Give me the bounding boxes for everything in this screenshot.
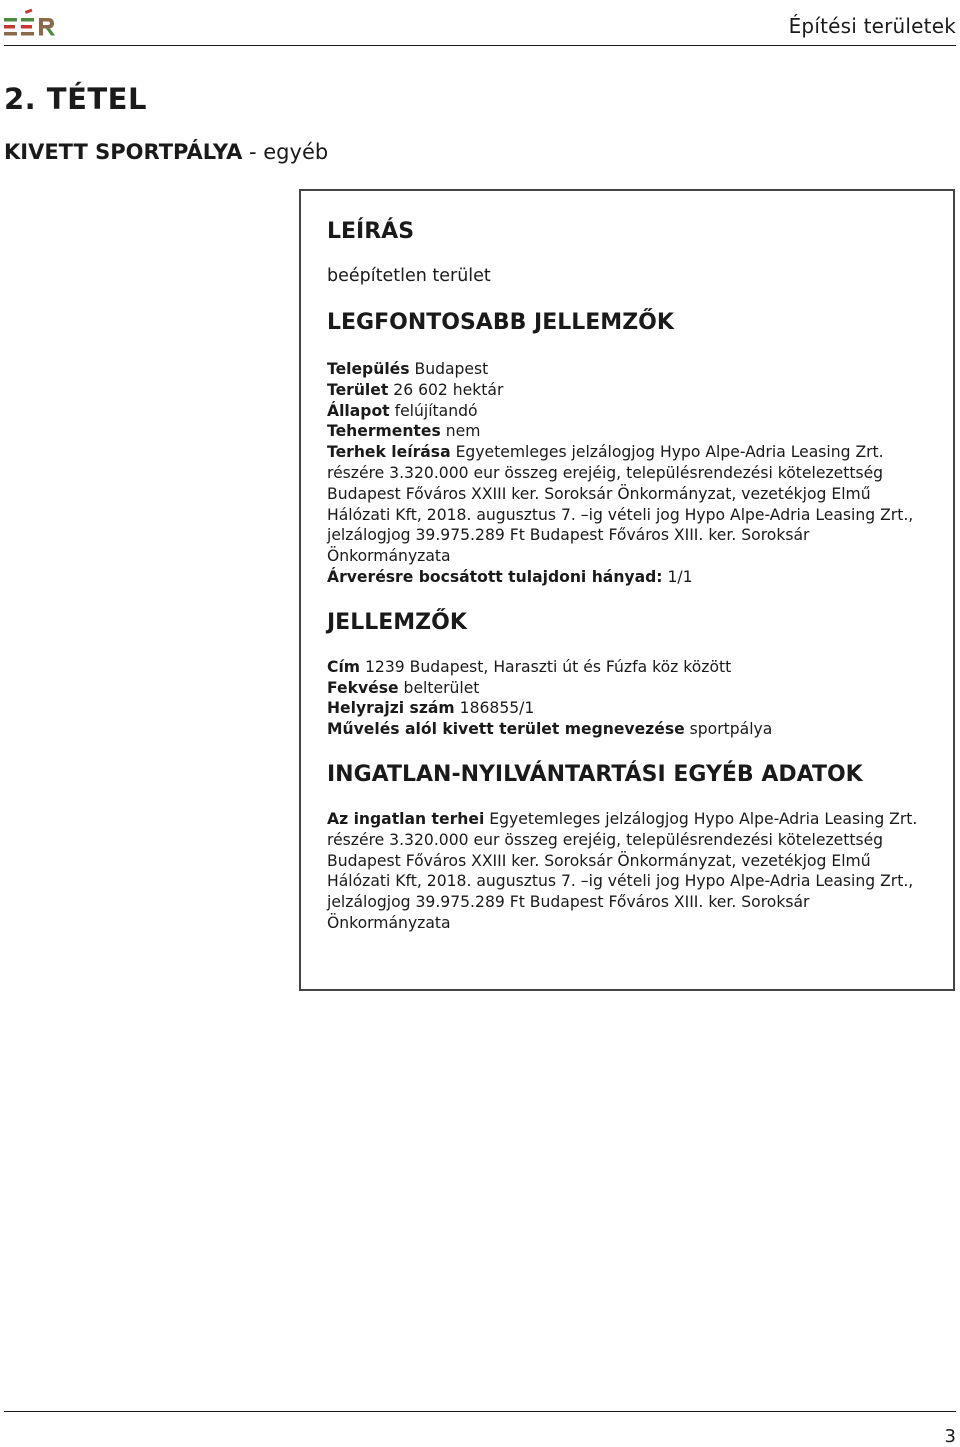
feature-value: sportpálya xyxy=(689,720,773,739)
lot-subtitle-rest: egyéb xyxy=(263,140,329,164)
key-feature-label: Település xyxy=(327,360,410,378)
lot-subtitle xyxy=(4,140,328,164)
registry-row xyxy=(327,809,931,934)
feature-value: belterület xyxy=(403,678,480,697)
key-feature-label: Tehermentes xyxy=(327,422,441,441)
feature-label: Helyrajzi szám xyxy=(327,699,455,718)
key-feature-value: Budapest xyxy=(414,360,489,378)
eer-logo xyxy=(4,8,56,40)
feature-row xyxy=(327,698,931,719)
key-feature-row xyxy=(327,401,931,422)
header-divider xyxy=(4,45,956,46)
feature-label: Fekvése xyxy=(327,678,399,697)
feature-row xyxy=(327,657,931,678)
key-feature-value: Egyetemleges jelzálogjog Hypo Alpe-Adria Leasing Zrt. részére 3.320.000 eur összeg erejéig, településrendezési kötelezettség Budapest Főváros XXIII ker. Soroksár Önkormányzat, vezetékjog Elmű Hálózati Kft, 2018. augusztus 7. –ig vételi jog Hypo Alpe-Adria Leasing Zrt., jelzálogjog 39.975.289 Ft Budapest Főváros XIII. ker. Soroksár Önkormányzata xyxy=(327,443,914,566)
key-feature-row xyxy=(327,442,931,567)
feature-row xyxy=(327,719,931,740)
section-name: Építési területek xyxy=(788,14,956,38)
key-feature-value: 26 602 hektár xyxy=(393,380,504,399)
key-feature-row xyxy=(327,380,931,401)
property-details-box xyxy=(299,189,955,991)
feature-row xyxy=(327,678,931,699)
key-feature-label: Állapot xyxy=(327,401,390,420)
key-feature-label: Terület xyxy=(327,380,389,399)
lot-subtitle-main: KIVETT SPORTPÁLYA xyxy=(4,140,243,164)
key-feature-label: Árverésre bocsátott tulajdoni hányad: xyxy=(327,567,663,586)
key-feature-row xyxy=(327,567,931,588)
key-features-list xyxy=(327,359,931,588)
feature-label: Művelés alól kivett terület megnevezése xyxy=(327,720,685,739)
lot-subtitle-separator: - xyxy=(242,140,264,164)
key-features-heading: LEGFONTOSABB JELLEMZŐK xyxy=(327,310,674,335)
features-list xyxy=(327,657,931,740)
lot-title: 2. TÉTEL xyxy=(4,82,147,116)
key-feature-value: 1/1 xyxy=(667,567,693,586)
key-feature-row xyxy=(327,359,931,380)
description-text: beépítetlen terület xyxy=(327,266,491,286)
page-number: 3 xyxy=(944,1426,956,1447)
registry-value: Egyetemleges jelzálogjog Hypo Alpe-Adria Leasing Zrt. részére 3.320.000 eur összeg erejéig, településrendezési kötelezettség Budapest Főváros XXIII ker. Soroksár Önkormányzat, vezetékjog Elmű Hálózati Kft, 2018. augusztus 7. –ig vételi jog Hypo Alpe-Adria Leasing Zrt., jelzálogjog 39.975.289 Ft Budapest Főváros XIII. ker. Soroksár Önkormányzata xyxy=(327,809,918,932)
key-feature-label: Terhek leírása xyxy=(327,443,451,462)
registry-heading: INGATLAN-NYILVÁNTARTÁSI EGYÉB ADATOK xyxy=(327,761,863,787)
registry-list xyxy=(327,809,931,934)
description-heading: LEÍRÁS xyxy=(327,219,415,244)
feature-label: Cím xyxy=(327,657,361,676)
footer-divider xyxy=(4,1411,956,1412)
feature-value: 1239 Budapest, Haraszti út és Fúzfa köz között xyxy=(365,657,732,676)
key-feature-row xyxy=(327,421,931,442)
registry-label: Az ingatlan terhei xyxy=(327,809,485,828)
property-details-content xyxy=(327,219,931,934)
key-feature-value: nem xyxy=(445,422,481,441)
feature-value: 186855/1 xyxy=(459,699,535,718)
key-feature-value: felújítandó xyxy=(394,401,478,420)
features-heading: JELLEMZŐK xyxy=(327,609,467,635)
